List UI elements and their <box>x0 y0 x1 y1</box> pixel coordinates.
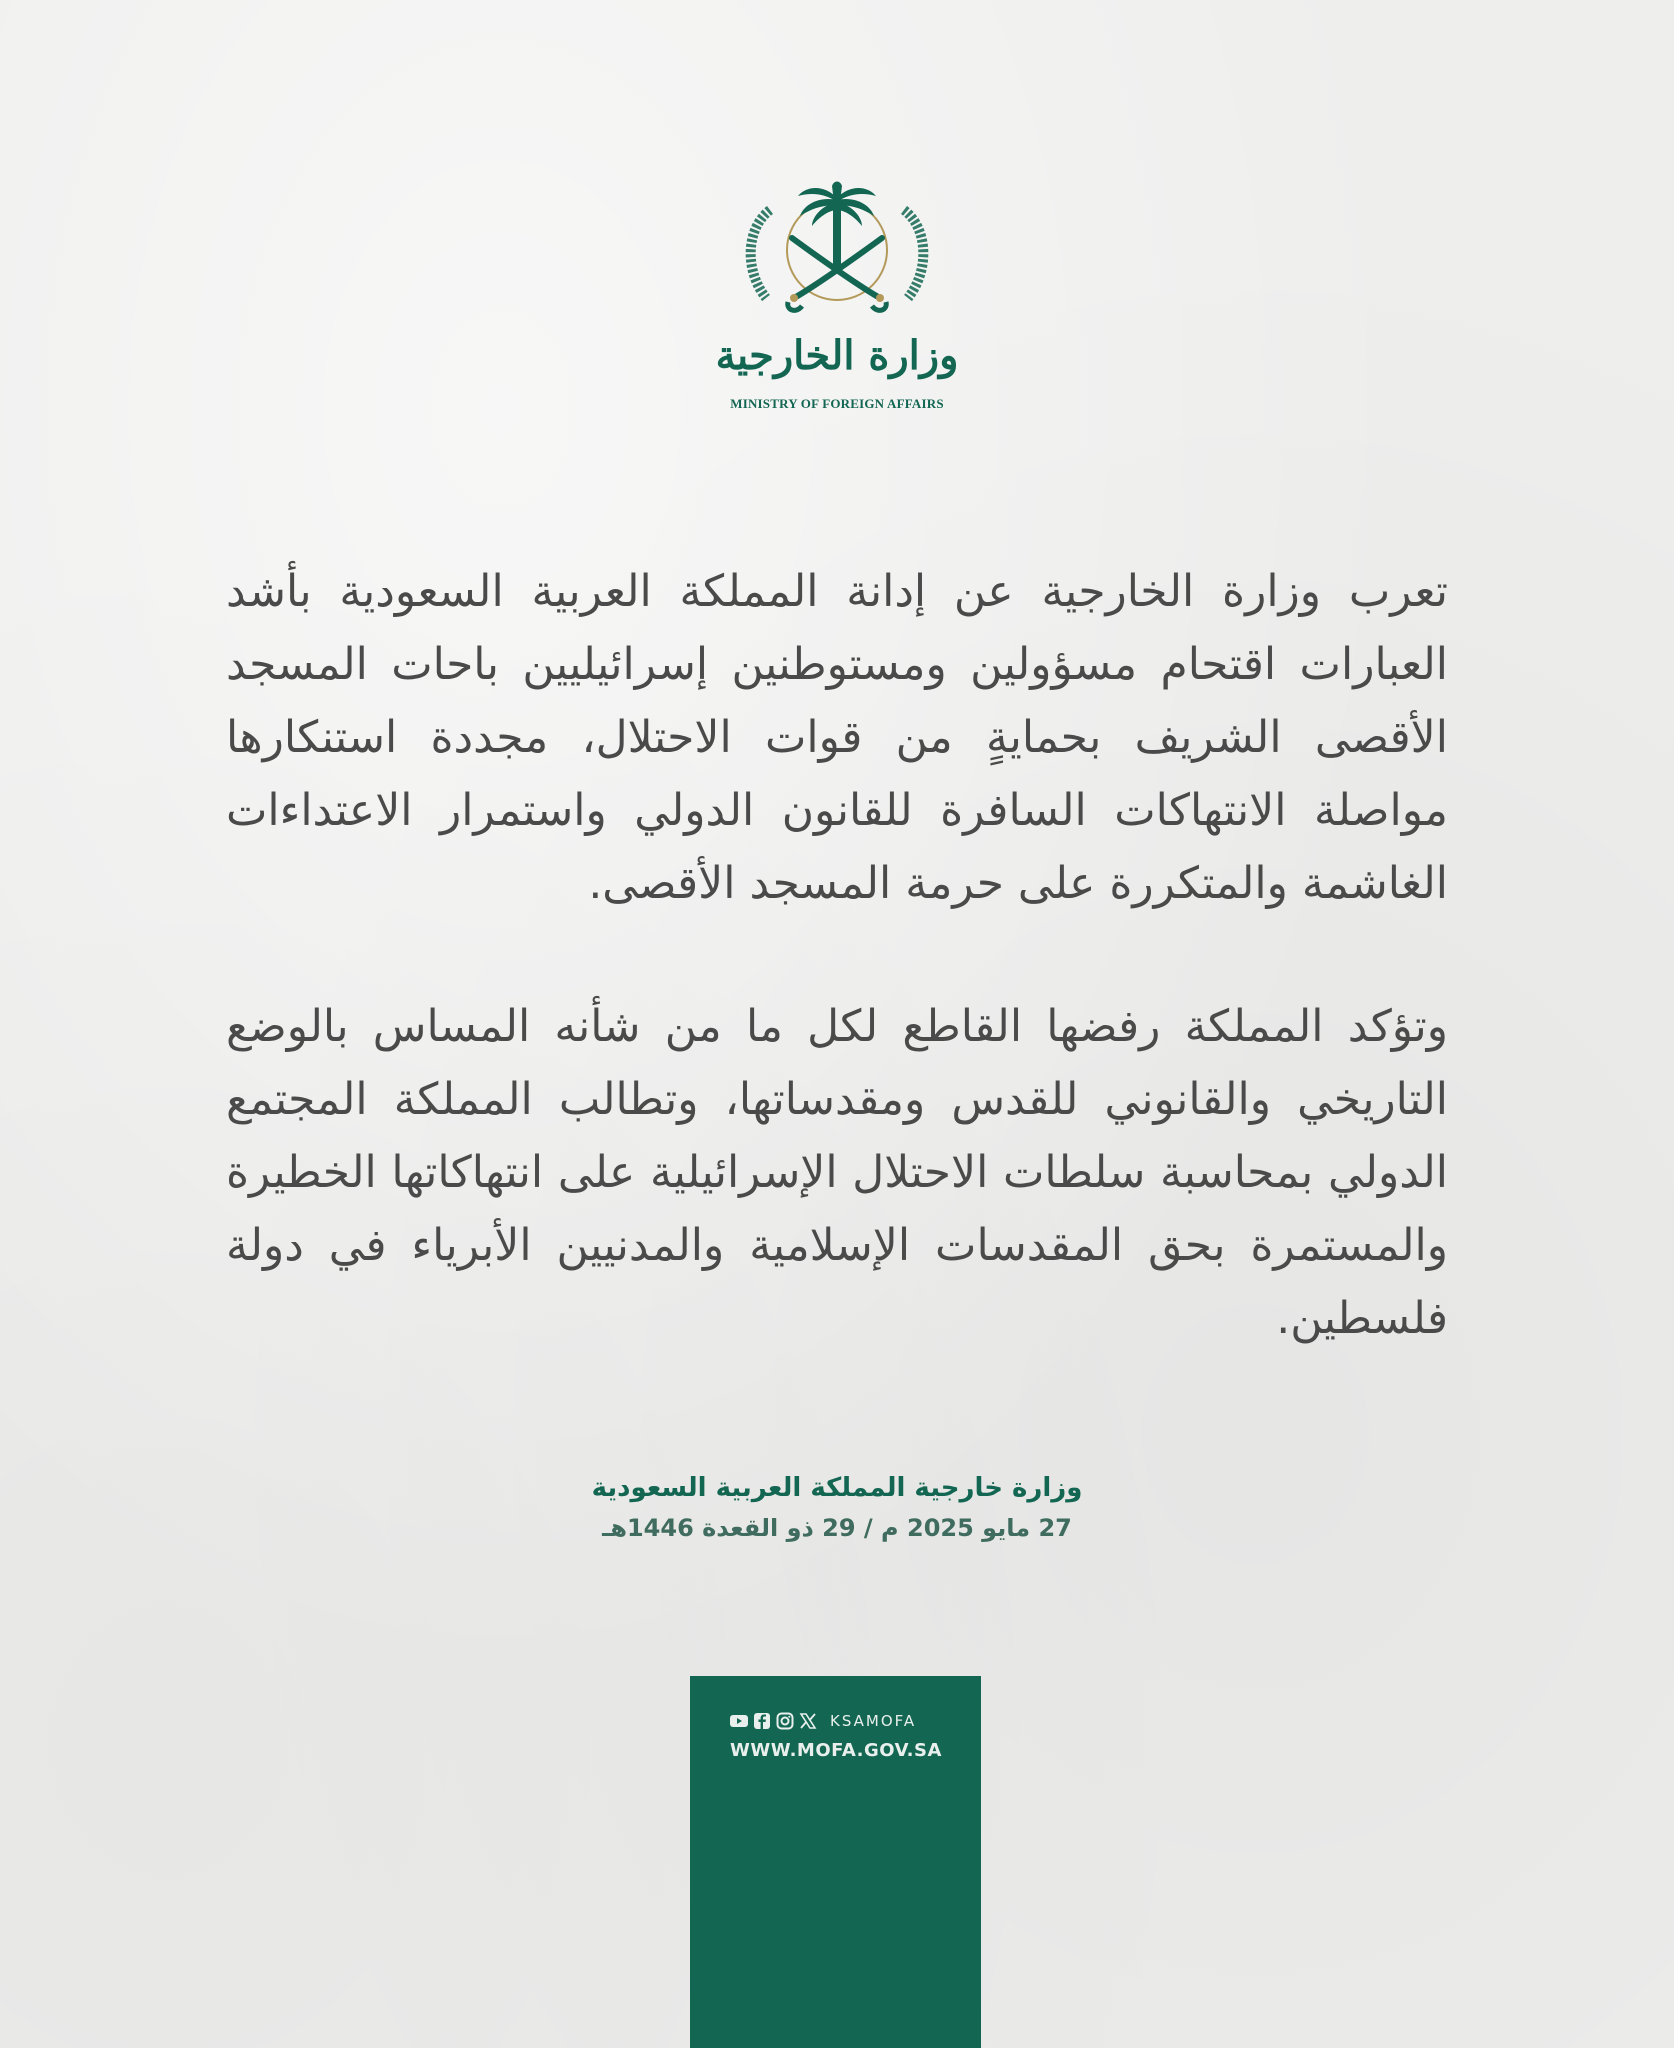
website-link[interactable]: WWW.MOFA.GOV.SA <box>730 1740 942 1761</box>
youtube-icon[interactable] <box>730 1712 748 1730</box>
ministry-logo <box>712 180 962 420</box>
social-handle[interactable]: KSAMOFA <box>830 1712 917 1730</box>
x-icon[interactable] <box>799 1712 817 1730</box>
statement-paragraph-1: تعرب وزارة الخارجية عن إدانة المملكة العربية السعودية بأشد العبارات اقتحام مسؤولين ومستوطنين إسرائيليين باحات المسجد الأقصى الشريف بحمايةٍ من قوات الاحتلال، مجددة استنكارها مواصلة الانتهاكات السافرة للقانون الدولي واستمرار الاعتداءات الغاشمة والمتكررة على حرمة المسجد الأقصى. <box>226 566 1448 909</box>
ministry-name-english: MINISTRY OF FOREIGN AFFAIRS <box>730 396 944 411</box>
issue-date: 27 مايو 2025 م / 29 ذو القعدة 1446هـ <box>602 1514 1072 1542</box>
social-links <box>730 1710 916 1732</box>
issuer-name: وزارة خارجية المملكة العربية السعودية <box>591 1473 1083 1503</box>
signature-block <box>537 1468 1137 1548</box>
ministry-name-arabic: وزارة الخارجية <box>715 332 959 379</box>
facebook-icon[interactable] <box>753 1712 771 1730</box>
footer-bar <box>690 1676 981 2048</box>
statement-paragraph-2: وتؤكد المملكة رفضها القاطع لكل ما من شأنه المساس بالوضع التاريخي والقانوني للقدس ومقدساتها، وتطالب المملكة المجتمع الدولي بمحاسبة سلطات الاحتلال الإسرائيلية على انتهاكاتها الخطيرة والمستمرة بحق المقدسات الإسلامية والمدنيين الأبرياء في دولة فلسطين. <box>226 1001 1448 1344</box>
saudi-emblem-icon <box>732 180 942 330</box>
instagram-icon[interactable] <box>776 1712 794 1730</box>
